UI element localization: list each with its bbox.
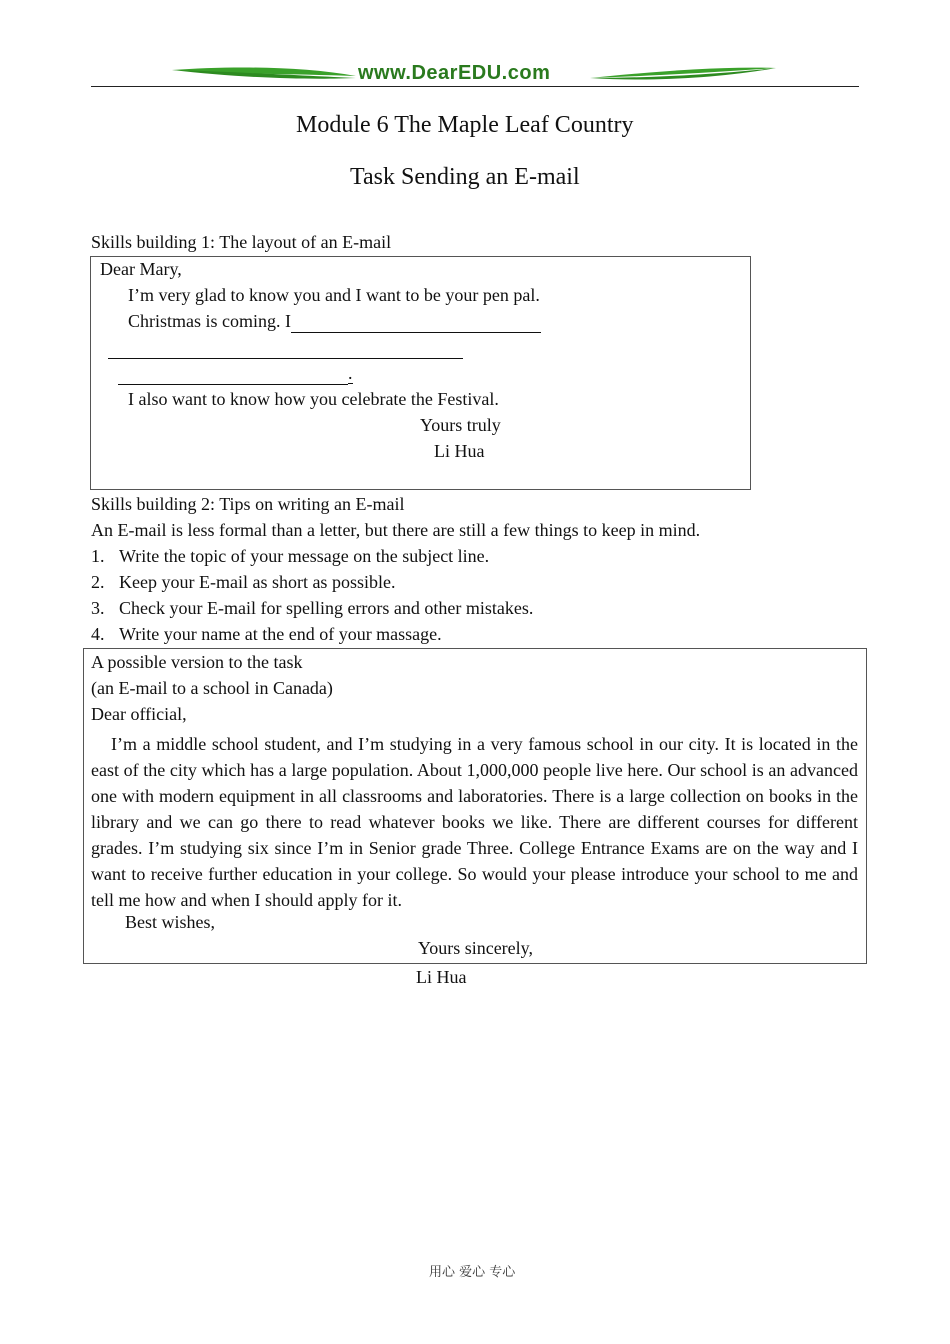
- tip-text: Keep your E-mail as short as possible.: [119, 572, 396, 592]
- email-closing: Yours truly: [420, 415, 501, 435]
- fill-blank-3: [118, 363, 353, 385]
- skills2-heading: Skills building 2: Tips on writing an E-mail: [91, 494, 405, 514]
- version-signature: Li Hua: [416, 967, 467, 987]
- tip-item: [91, 546, 490, 567]
- header-logo: [170, 62, 780, 88]
- tip-item: [91, 598, 534, 619]
- tip-number: 1.: [91, 546, 105, 566]
- logo-text: www.DearEDU.com: [358, 62, 551, 84]
- email-line2-text: Christmas is coming. I: [128, 311, 291, 331]
- tip-number: 4.: [91, 624, 105, 644]
- tip-number: 3.: [91, 598, 105, 618]
- version-subheading: (an E-mail to a school in Canada): [91, 678, 333, 698]
- version-greeting: Dear official,: [91, 704, 187, 724]
- skills2-intro: An E-mail is less formal than a letter, but there are still a few things to keep in mind.: [91, 520, 701, 540]
- fill-blank-1: [291, 311, 541, 333]
- version-heading: A possible version to the task: [91, 652, 303, 672]
- skills1-heading: Skills building 1: The layout of an E-mail: [91, 232, 392, 252]
- header-divider: [91, 86, 859, 87]
- page-title: Module 6 The Maple Leaf Country: [296, 112, 634, 138]
- email-signature: Li Hua: [434, 441, 485, 461]
- page-footer: 用心 爱心 专心: [429, 1265, 516, 1280]
- tip-item: [91, 624, 442, 645]
- fill-blank-2: [108, 337, 463, 359]
- version-body: I’m a middle school student, and I’m studying in a very famous school in our city. It is located in the east of the city which has a large population. About 1,000,000 people live here. Our school is an advanced one with modern equipment in all classrooms and laboratories. There is a large collection on books in the library and we can go there to read whatever books we like. There are different courses for different grades. I’m studying six since I’m in Senior grade Three. College Entrance Exams are on the way and I want to receive further education in your college. So would your please introduce your school to me and tell me how and when I should apply for it.: [91, 734, 858, 910]
- blank-period: .: [348, 363, 353, 383]
- tip-text: Write the topic of your message on the subject line.: [119, 546, 490, 566]
- email-line2: [128, 311, 541, 333]
- tip-item: [91, 572, 396, 593]
- email-line3: I also want to know how you celebrate the Festival.: [128, 389, 499, 409]
- email-line1: I’m very glad to know you and I want to be your pen pal.: [128, 285, 540, 305]
- version-closing: Yours sincerely,: [418, 938, 533, 958]
- page-subtitle: Task Sending an E-mail: [350, 164, 580, 190]
- email-greeting: Dear Mary,: [100, 259, 182, 279]
- tip-text: Write your name at the end of your massage.: [119, 624, 442, 644]
- tip-text: Check your E-mail for spelling errors and other mistakes.: [119, 598, 534, 618]
- version-wishes: Best wishes,: [125, 912, 215, 932]
- tip-number: 2.: [91, 572, 105, 592]
